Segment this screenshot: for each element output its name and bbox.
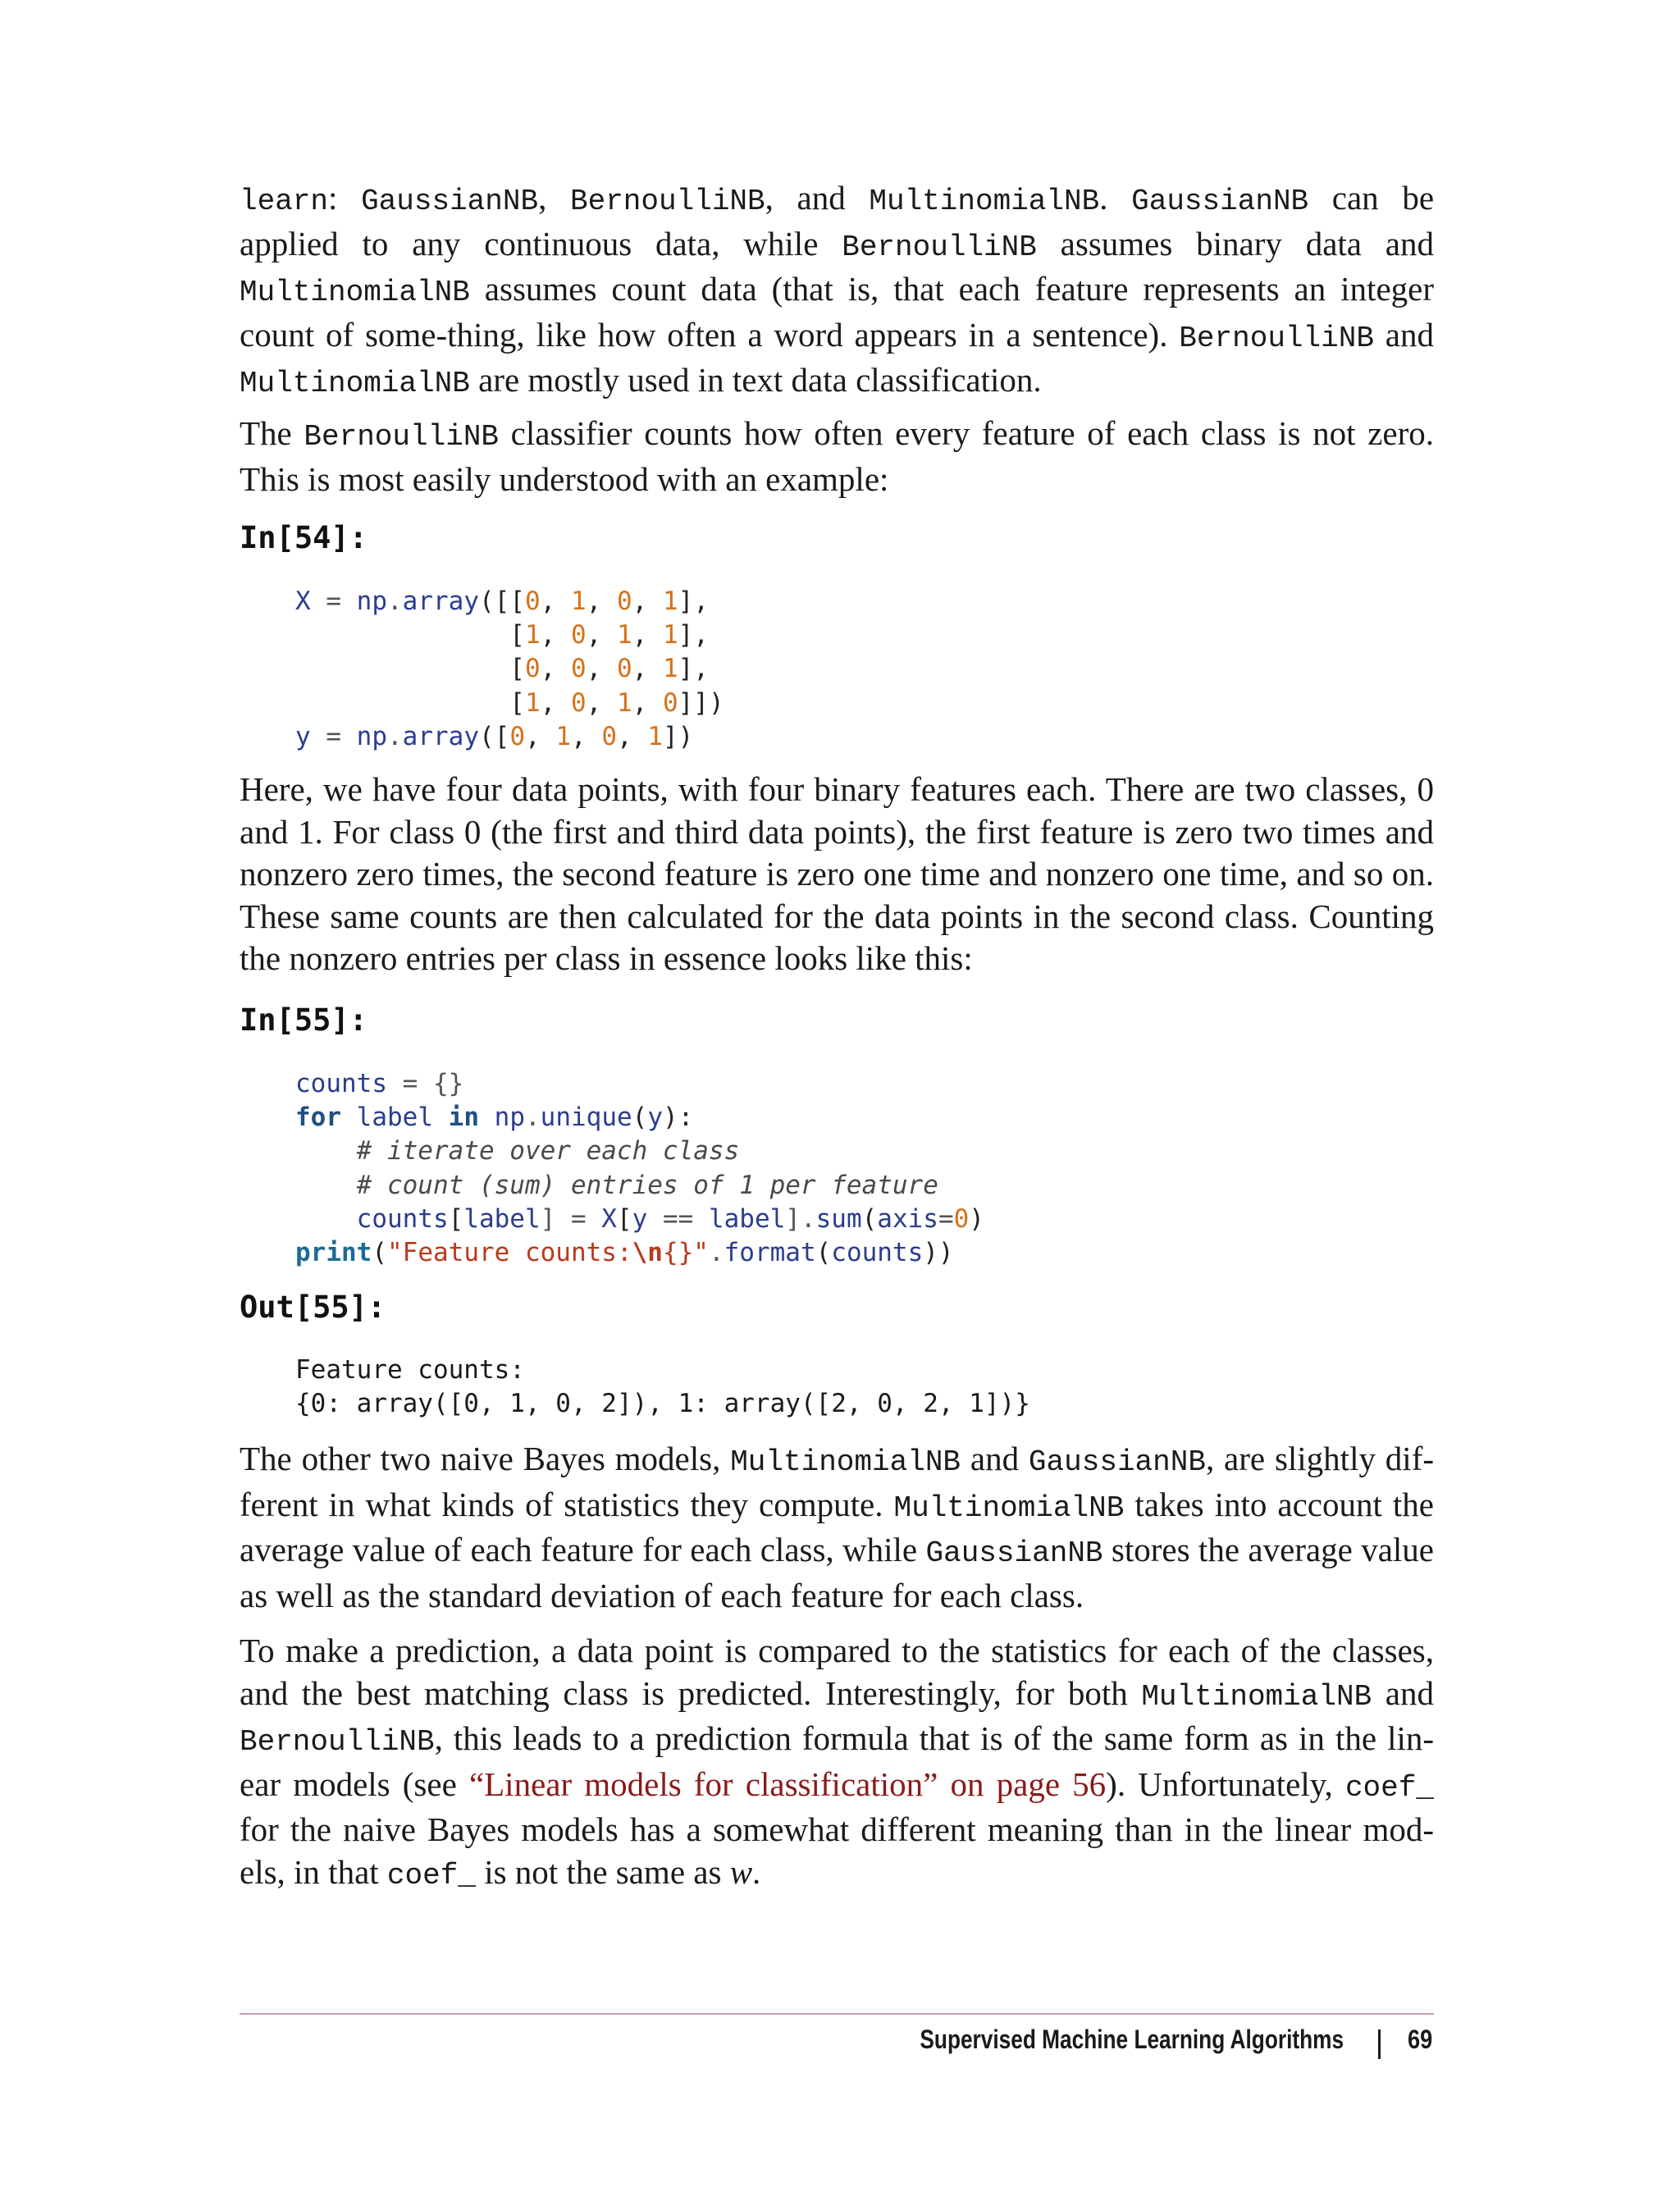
- code-line: [1, 0, 1, 1],: [295, 620, 709, 651]
- code-line: for label in np.unique(y):: [295, 1102, 694, 1133]
- cell-label-out55: Out[55]:: [240, 1290, 386, 1325]
- code-block-in55: [295, 1067, 984, 1270]
- code-block-in54: [295, 585, 724, 754]
- footer-rule: [240, 2013, 1434, 2015]
- paragraph-four-data-points: Here, we have four data points, with four binary features each. There are two classes, 0 and 1. For class 0 (the first and third data points), the first feature is zero two times and nonzero zero times, the second feature is zero one time and nonzero one time, and so on. These same counts are then calculated for the data points in the second class. Counting the nonzero entries per class in essence looks like this:: [240, 770, 1434, 977]
- output-block-out55: [295, 1354, 1030, 1421]
- code-line: [1, 0, 1, 0]]): [295, 687, 724, 718]
- code-line: [0, 0, 0, 1],: [295, 654, 709, 684]
- code-line: counts[label] = X[y == label].sum(axis=0): [356, 1203, 984, 1234]
- code-line: y = np.array([0, 1, 0, 1]): [295, 721, 694, 751]
- code-line: [295, 1171, 938, 1200]
- code-line: print("Feature counts:\n{}".format(counts)): [295, 1238, 954, 1268]
- page-number: 69: [1408, 2025, 1433, 2054]
- code-comment: # iterate over each class: [356, 1136, 740, 1166]
- paragraph-other-models: The other two naive Bayes models, MultinomialNB and GaussianNB, are slightly dif-ferent in what kinds of statistics they compute. MultinomialNB takes into account the average value of each feature for each class, while GaussianNB stores the average value as well as the standard deviation of each feature for each class.: [240, 1440, 1434, 1614]
- output-line: Feature counts:: [295, 1355, 525, 1385]
- code-learn: learn: [240, 185, 329, 218]
- cross-reference-link[interactable]: “Linear models for classification” on page 56: [468, 1764, 1107, 1803]
- cell-label-in55: In[55]:: [240, 1002, 368, 1038]
- paragraph-bernoulli-intro: The BernoulliNB classifier counts how often every feature of each class is not zero. This is most easily understood with an example:: [240, 414, 1434, 498]
- code-line: counts = {}: [295, 1069, 464, 1098]
- code-comment: # count (sum) entries of 1 per feature: [356, 1170, 938, 1200]
- footer-section-title: Supervised Machine Learning Algorithms: [920, 2025, 1344, 2054]
- code-line: X = np.array([[0, 1, 0, 1],: [295, 587, 709, 616]
- paragraph-prediction: To make a prediction, a data point is compared to the statistics for each of the classes, and the best matching class is predicted. Interestingly, for both MultinomialNB and BernoulliNB, this leads to a prediction formula that is of the same form as in the lin-ear models (see “Linear models for classification” on page 56). Unfortunately, coef_ for the naive Bayes models has a somewhat different meaning than in the linear mod-els, in that coef_ is not the same as w.: [240, 1632, 1434, 1892]
- cell-label-in54: In[54]:: [240, 520, 368, 555]
- code-line: [295, 1136, 739, 1166]
- paragraph-naive-bayes-variants: learn: GaussianNB, BernoulliNB, and MultinomialNB. GaussianNB can be applied to any continuous data, while BernoulliNB assumes binary data and MultinomialNB assumes count data (that is, that each feature represents an integer count of some-thing, like how often a word appears in a sentence). BernoulliNB and MultinomialNB are mostly used in text data classification.: [240, 179, 1435, 400]
- output-line: {0: array([0, 1, 0, 2]), 1: array([2, 0, 2, 1])}: [295, 1389, 1030, 1419]
- footer-separator: [1378, 2029, 1381, 2059]
